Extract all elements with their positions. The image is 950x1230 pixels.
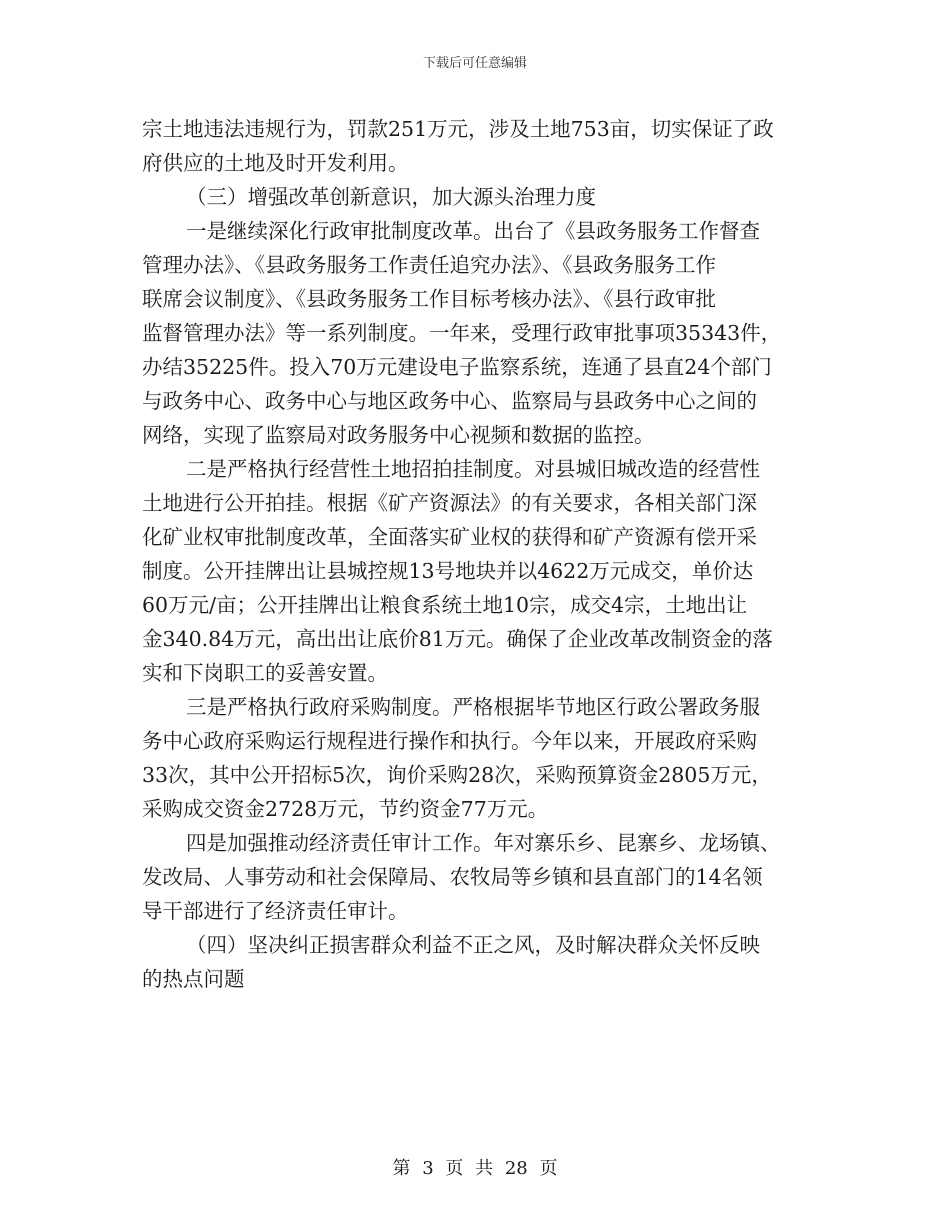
page-number: 第 3 页 共 28 页 (392, 1158, 558, 1179)
text-line: 管理办法》、《县政务服务工作责任追究办法》、《县政务服务工作 (142, 253, 716, 277)
text-line: 的热点问题 (142, 967, 245, 991)
document-body (142, 112, 810, 996)
text-line: 一是继续深化行政审批制度改革。出台了《县政务服务工作督查 (186, 219, 760, 243)
text-line: 60万元/亩；公开挂牌出让粮食系统土地10宗，成交4宗，土地出让 (142, 593, 748, 617)
section-heading: （四）坚决纠正损害群众利益不正之风，及时解决群众关怀反映 (186, 933, 760, 957)
section-heading: （三）增强改革创新意识，加大源头治理力度 (186, 185, 596, 209)
text-line: 二是严格执行经营性土地招拍挂制度。对县城旧城改造的经营性 (186, 457, 760, 481)
text-line: 三是严格执行政府采购制度。严格根据毕节地区行政公署政务服 (186, 695, 760, 719)
text-line: 发改局、人事劳动和社会保障局、农牧局等乡镇和县直部门的14名领 (142, 865, 763, 889)
text-line: 务中心政府采购运行规程进行操作和执行。今年以来，开展政府采购 (142, 729, 757, 753)
text-line: 网络，实现了监察局对政务服务中心视频和数据的监控。 (142, 423, 655, 447)
text-line: 33次，其中公开招标5次，询价采购28次，采购预算资金2805万元， (142, 763, 772, 787)
page-header: 下载后可任意编辑 (422, 56, 527, 71)
text-line: 办结35225件。投入70万元建设电子监察系统，连通了县直24个部门 (142, 355, 772, 379)
text-line: 金340.84万元，高出出让底价81万元。确保了企业改革改制资金的落 (142, 627, 773, 651)
text-line: 联席会议制度》、《县政务服务工作目标考核办法》、《县行政审批 (142, 287, 716, 311)
text-line: 导干部进行了经济责任审计。 (142, 899, 409, 923)
text-line: 化矿业权审批制度改革，全面落实矿业权的获得和矿产资源有偿开采 (142, 525, 757, 549)
text-line: 宗土地违法违规行为，罚款251万元，涉及土地753亩，切实保证了政 (142, 117, 774, 141)
text-line: 实和下岗职工的妥善安置。 (142, 661, 388, 685)
text-line: 四是加强推动经济责任审计工作。年对寨乐乡、昆寨乡、龙场镇、 (186, 831, 781, 855)
text-line: 府供应的土地及时开发利用。 (142, 151, 409, 175)
text-line: 土地进行公开拍挂。根据《矿产资源法》的有关要求，各相关部门深 (142, 491, 757, 515)
text-line: 采购成交资金2728万元，节约资金77万元。 (142, 797, 549, 821)
text-line: 制度。公开挂牌出让县城控规13号地块并以4622万元成交，单价达 (142, 559, 754, 583)
text-line: 与政务中心、政务中心与地区政务中心、监察局与县政务中心之间的 (142, 389, 757, 413)
text-line: 监督管理办法》等一系列制度。一年来，受理行政审批事项35343件， (142, 321, 782, 345)
